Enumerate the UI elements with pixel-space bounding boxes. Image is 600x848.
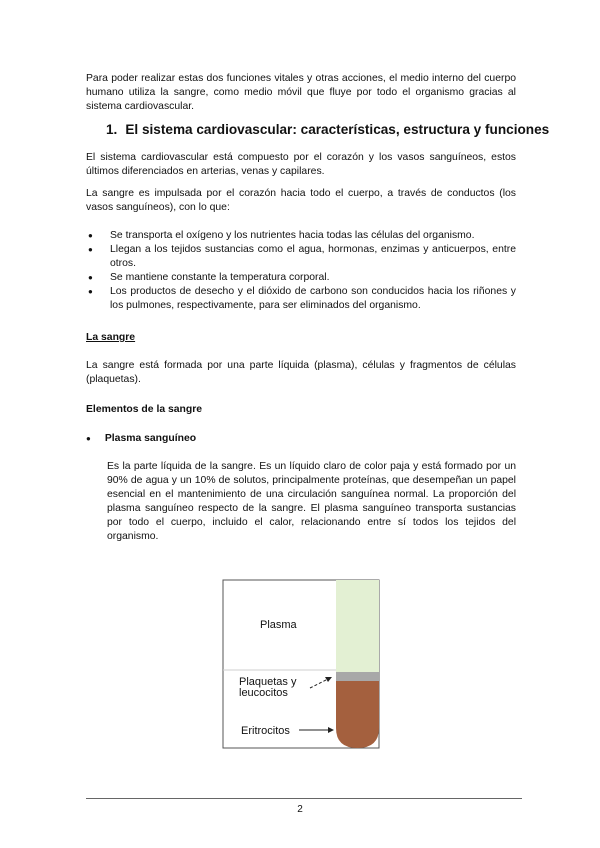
sangre-paragraph: La sangre está formada por una parte líquida (plasma), células y fragmentos de células (plaquetas). (86, 360, 516, 385)
plasma-layer (336, 580, 379, 672)
plasma-label: Plasma (260, 619, 297, 631)
cardiovascular-paragraph: El sistema cardiovascular está compuesto por el corazón y los vasos sanguíneos, estos últimos diferenciados en arterias, venas y capilares. (86, 152, 516, 177)
functions-list (86, 229, 516, 313)
buffy-coat-layer (336, 672, 379, 681)
list-item: ● Se mantiene constante la temperatura corporal. (86, 271, 516, 285)
bullet-icon: ● (86, 434, 91, 443)
plaquetas-label-line2: leucocitos (239, 687, 288, 699)
list-item: ● Llegan a los tejidos sustancias como el agua, hormonas, enzimas y anticuerpos, entre otros. (86, 243, 516, 271)
page-number: 2 (297, 804, 303, 815)
eritrocitos-label: Eritrocitos (241, 725, 290, 737)
intro-paragraph: Para poder realizar estas dos funciones vitales y otras acciones, el medio interno del cuerpo humano utiliza la sangre, como medio móvil que fluye por todo el organismo gracias al sistema cardiovascular. (86, 73, 516, 112)
la-sangre-heading: La sangre (86, 332, 136, 343)
blood-tube-figure (220, 578, 385, 753)
footer-divider (86, 798, 522, 799)
section-number: 1. (106, 122, 118, 137)
section-heading (106, 123, 549, 137)
list-item: ● Los productos de desecho y el dióxido de carbono son conducidos hacia los riñones y los pulmones, respectivamente, para ser eliminados del organismo. (86, 285, 516, 313)
elementos-heading: Elementos de la sangre (86, 404, 203, 415)
erythrocyte-layer (336, 681, 379, 748)
section-title: El sistema cardiovascular: características, estructura y funciones (125, 122, 550, 137)
plasma-paragraph: Es la parte líquida de la sangre. Es un líquido claro de color paja y está formado por un 90% de agua y un 10% de solutos, principalmente proteínas, que desempeñan un papel esencial en el mantenimiento de una circulación sanguínea normal. La proporción del plasma sanguíneo respecto de la sangre. El plasma sanguíneo transporta sustancias por todo el cuerpo, incluido el calor, relacionando entre sí todos los tejidos del organismo. (107, 461, 516, 542)
impulse-paragraph: La sangre es impulsada por el corazón hacia todo el cuerpo, a través de conductos (los vasos sanguíneos), con lo que: (86, 188, 516, 213)
list-item: ● Se transporta el oxígeno y los nutrientes hacia todas las células del organismo. (86, 229, 516, 243)
plasma-heading-label: Plasma sanguíneo (104, 433, 197, 444)
plasma-heading (86, 432, 196, 446)
plaquetas-label-line1: Plaquetas y (239, 676, 297, 688)
